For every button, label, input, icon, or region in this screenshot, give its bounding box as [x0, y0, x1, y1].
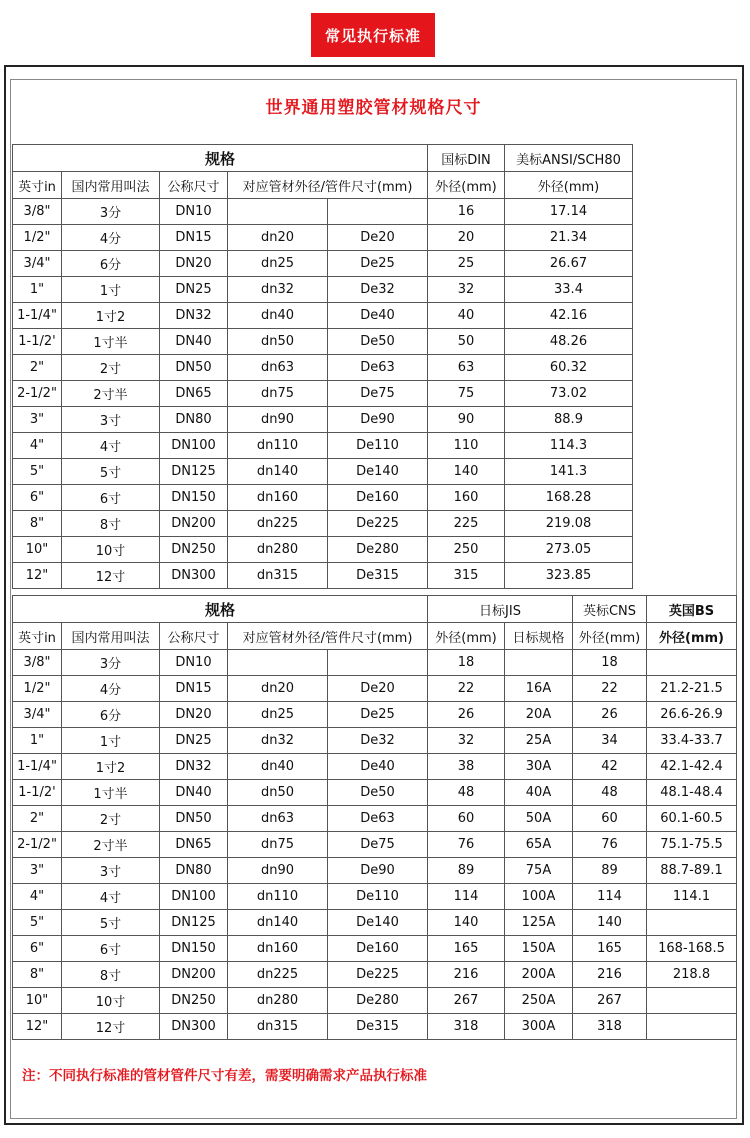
table-cell: De280 [328, 537, 428, 563]
table-cell: 48.1-48.4 [647, 780, 737, 806]
table-cell: DN32 [160, 754, 228, 780]
table-cell: 1" [13, 277, 62, 303]
table-cell: 26 [428, 702, 505, 728]
table-cell: dn63 [228, 806, 328, 832]
table-cell: 4分 [62, 676, 160, 702]
table-cell: 73.02 [505, 381, 633, 407]
table-cell: 3分 [62, 650, 160, 676]
table-cell: 76 [428, 832, 505, 858]
table-cell [228, 199, 328, 225]
table-cell: 1寸 [62, 728, 160, 754]
table-cell: 168-168.5 [647, 936, 737, 962]
table-cell: 140 [573, 910, 647, 936]
table-cell: 1-1/2' [13, 329, 62, 355]
table-row [13, 303, 633, 329]
table-cell: dn225 [228, 962, 328, 988]
table-cell: dn40 [228, 754, 328, 780]
table-cell: 216 [573, 962, 647, 988]
table-cell: 3寸 [62, 858, 160, 884]
table-cell: 34 [573, 728, 647, 754]
table-cell: De225 [328, 962, 428, 988]
col-header-cns-od: 外径(mm) [573, 623, 647, 650]
table-cell: 125A [505, 910, 573, 936]
table-cell: 2寸 [62, 355, 160, 381]
table-cell: 323.85 [505, 563, 633, 589]
table-row [13, 563, 633, 589]
table-cell: 2" [13, 355, 62, 381]
table-cell: 88.7-89.1 [647, 858, 737, 884]
table-cell: De110 [328, 433, 428, 459]
col-header-nominal: 公称尺寸 [160, 172, 228, 199]
table-cell: 42 [573, 754, 647, 780]
table-row [13, 537, 633, 563]
table-row [13, 199, 633, 225]
table-cell: 150A [505, 936, 573, 962]
table-cell: 1/2" [13, 676, 62, 702]
table-cell: 318 [428, 1014, 505, 1040]
table-cell: dn25 [228, 702, 328, 728]
table-cell: 3/8" [13, 199, 62, 225]
table-cell: DN125 [160, 910, 228, 936]
table-cell: 6寸 [62, 485, 160, 511]
table-cell: DN250 [160, 988, 228, 1014]
table-cell: DN40 [160, 329, 228, 355]
table-cell: DN150 [160, 485, 228, 511]
table-cell: 60 [573, 806, 647, 832]
table-cell: 2寸 [62, 806, 160, 832]
table-cell: 1寸2 [62, 303, 160, 329]
table-cell: 17.14 [505, 199, 633, 225]
table-cell: dn280 [228, 988, 328, 1014]
table-cell: 168.28 [505, 485, 633, 511]
table-cell: De160 [328, 936, 428, 962]
table-cell: 10寸 [62, 988, 160, 1014]
table-cell [647, 910, 737, 936]
table-cell: De280 [328, 988, 428, 1014]
table-cell: dn50 [228, 780, 328, 806]
table-cell: 1寸 [62, 277, 160, 303]
table-cell: 315 [428, 563, 505, 589]
table-cell: 50A [505, 806, 573, 832]
table-cell: De40 [328, 303, 428, 329]
table-row [13, 433, 633, 459]
table-cell: DN200 [160, 962, 228, 988]
table-row [13, 806, 737, 832]
table-cell: 12寸 [62, 563, 160, 589]
table-cell: DN200 [160, 511, 228, 537]
table-cell: 225 [428, 511, 505, 537]
table-cell: 8" [13, 511, 62, 537]
table-cell: 26.6-26.9 [647, 702, 737, 728]
group-header-jis: 日标JIS [428, 596, 573, 623]
table-cell: 38 [428, 754, 505, 780]
table-cell: 250 [428, 537, 505, 563]
table-cell: 40A [505, 780, 573, 806]
table-cell: 22 [428, 676, 505, 702]
table-row [13, 832, 737, 858]
table-cell: 22 [573, 676, 647, 702]
table-cell: 25 [428, 251, 505, 277]
size-table-jis-cns-bs-body [13, 650, 737, 1040]
table-cell: DN50 [160, 355, 228, 381]
table-cell: dn25 [228, 251, 328, 277]
table-cell: 300A [505, 1014, 573, 1040]
table-cell: 12" [13, 1014, 62, 1040]
table-cell: 10" [13, 988, 62, 1014]
table-cell: 114 [428, 884, 505, 910]
col-header-din-od: 外径(mm) [428, 172, 505, 199]
table-cell [505, 650, 573, 676]
table-cell: DN50 [160, 806, 228, 832]
table-cell [328, 199, 428, 225]
table-cell: 3" [13, 407, 62, 433]
table-cell: 1" [13, 728, 62, 754]
table-cell: DN100 [160, 433, 228, 459]
table-cell: dn20 [228, 676, 328, 702]
col-header-pipe-od: 对应管材外径/管件尺寸(mm) [228, 172, 428, 199]
table-cell: 1-1/4" [13, 754, 62, 780]
table-cell: dn160 [228, 485, 328, 511]
table-row [13, 277, 633, 303]
table-cell: 18 [573, 650, 647, 676]
table-cell: De315 [328, 1014, 428, 1040]
table-cell: 3/8" [13, 650, 62, 676]
table-cell: 21.34 [505, 225, 633, 251]
table-row [13, 754, 737, 780]
table-cell: 4寸 [62, 884, 160, 910]
table-row [13, 355, 633, 381]
table-cell: 8寸 [62, 511, 160, 537]
table-cell: 6分 [62, 702, 160, 728]
table-cell: De140 [328, 910, 428, 936]
table-cell: dn90 [228, 858, 328, 884]
table-cell: 60.1-60.5 [647, 806, 737, 832]
table-cell: 33.4 [505, 277, 633, 303]
table-cell: 90 [428, 407, 505, 433]
table-cell: DN32 [160, 303, 228, 329]
size-table-jis-cns-bs [12, 595, 737, 1040]
table-cell: dn110 [228, 884, 328, 910]
table-cell: 114.1 [647, 884, 737, 910]
table-cell: 219.08 [505, 511, 633, 537]
table-cell: dn140 [228, 459, 328, 485]
table-cell: DN15 [160, 676, 228, 702]
table-cell: De50 [328, 780, 428, 806]
table-row [13, 702, 737, 728]
table-cell [647, 988, 737, 1014]
table-cell: 8" [13, 962, 62, 988]
table-cell: 30A [505, 754, 573, 780]
table-cell: 48.26 [505, 329, 633, 355]
table-cell: 42.16 [505, 303, 633, 329]
table-cell: 50 [428, 329, 505, 355]
table-cell [647, 650, 737, 676]
col-header-inch: 英寸in [13, 623, 62, 650]
table-cell: 26 [573, 702, 647, 728]
table-row [13, 780, 737, 806]
table-cell: dn63 [228, 355, 328, 381]
table-cell: 21.2-21.5 [647, 676, 737, 702]
table-cell: 200A [505, 962, 573, 988]
table-cell: De25 [328, 251, 428, 277]
table-cell: 65A [505, 832, 573, 858]
table-cell: 267 [428, 988, 505, 1014]
table-cell: 216 [428, 962, 505, 988]
table-cell: 114.3 [505, 433, 633, 459]
table-cell: De20 [328, 676, 428, 702]
table-cell: 5" [13, 459, 62, 485]
table-cell [228, 650, 328, 676]
table-cell: DN100 [160, 884, 228, 910]
footnote: 注：不同执行标准的管材管件尺寸有差，需要明确需求产品执行标准 [22, 1068, 427, 1084]
col-header-jis-od: 外径(mm) [428, 623, 505, 650]
table-cell: 32 [428, 728, 505, 754]
col-header-ansi-od: 外径(mm) [505, 172, 633, 199]
table-row [13, 962, 737, 988]
table-cell: 4寸 [62, 433, 160, 459]
table-cell: De63 [328, 355, 428, 381]
table-cell: 1寸半 [62, 780, 160, 806]
group-header-spec: 规格 [13, 145, 428, 172]
table-cell: 4" [13, 433, 62, 459]
table-cell: 6分 [62, 251, 160, 277]
table-cell: dn315 [228, 563, 328, 589]
table-cell: DN65 [160, 381, 228, 407]
table-cell: 6寸 [62, 936, 160, 962]
table-cell: 60 [428, 806, 505, 832]
table-cell: 48 [573, 780, 647, 806]
table-row [13, 858, 737, 884]
table-cell: 10" [13, 537, 62, 563]
table-cell: 8寸 [62, 962, 160, 988]
table-cell: dn315 [228, 1014, 328, 1040]
table-cell: 267 [573, 988, 647, 1014]
table-cell: dn75 [228, 832, 328, 858]
group-header-cns: 英标CNS [573, 596, 647, 623]
table-row [13, 381, 633, 407]
table-cell: 4" [13, 884, 62, 910]
table-cell: 16A [505, 676, 573, 702]
table-cell: 165 [428, 936, 505, 962]
table-cell: DN25 [160, 728, 228, 754]
table-cell: DN10 [160, 199, 228, 225]
size-table-din-ansi-body [13, 199, 633, 589]
table-cell: 140 [428, 459, 505, 485]
table-cell: dn75 [228, 381, 328, 407]
table-cell: 273.05 [505, 537, 633, 563]
table-cell: 6" [13, 485, 62, 511]
table-cell: 6" [13, 936, 62, 962]
table-cell: De50 [328, 329, 428, 355]
table-cell: De32 [328, 277, 428, 303]
table-cell: 5" [13, 910, 62, 936]
col-header-common-name: 国内常用叫法 [62, 623, 160, 650]
table-cell: 5寸 [62, 459, 160, 485]
table-cell: 20 [428, 225, 505, 251]
table-cell [328, 650, 428, 676]
table-cell: 218.8 [647, 962, 737, 988]
table-cell: 75.1-75.5 [647, 832, 737, 858]
table-cell: De225 [328, 511, 428, 537]
table-row [13, 511, 633, 537]
table-cell: 3分 [62, 199, 160, 225]
table-cell: 33.4-33.7 [647, 728, 737, 754]
table-cell: 63 [428, 355, 505, 381]
table-cell: DN125 [160, 459, 228, 485]
table-cell: 3/4" [13, 251, 62, 277]
table-cell: 20A [505, 702, 573, 728]
table-cell: 3/4" [13, 702, 62, 728]
table-cell: De40 [328, 754, 428, 780]
col-header-nominal: 公称尺寸 [160, 623, 228, 650]
group-header-spec: 规格 [13, 596, 428, 623]
standards-badge: 常见执行标准 [311, 13, 435, 57]
table-cell: dn90 [228, 407, 328, 433]
col-header-jis-spec: 日标规格 [505, 623, 573, 650]
table-cell: 4分 [62, 225, 160, 251]
table-cell: dn32 [228, 277, 328, 303]
table-cell: 100A [505, 884, 573, 910]
col-header-inch: 英寸in [13, 172, 62, 199]
table-cell: dn140 [228, 910, 328, 936]
table-cell: 75A [505, 858, 573, 884]
table-cell: 141.3 [505, 459, 633, 485]
table-cell: 76 [573, 832, 647, 858]
group-header-ansi: 美标ANSI/SCH80 [505, 145, 633, 172]
table-row [13, 728, 737, 754]
table-cell: 140 [428, 910, 505, 936]
table-cell: De140 [328, 459, 428, 485]
table-cell: 1-1/2' [13, 780, 62, 806]
table-cell: DN40 [160, 780, 228, 806]
table-row [13, 988, 737, 1014]
table-row [13, 910, 737, 936]
table-cell: 2-1/2" [13, 832, 62, 858]
table-cell: dn32 [228, 728, 328, 754]
table-cell: 110 [428, 433, 505, 459]
table-cell: De315 [328, 563, 428, 589]
table-cell: dn40 [228, 303, 328, 329]
table-cell: dn280 [228, 537, 328, 563]
size-table-din-ansi [12, 144, 633, 589]
table-row [13, 884, 737, 910]
table-cell: DN20 [160, 251, 228, 277]
table-cell: De63 [328, 806, 428, 832]
table-cell: 3" [13, 858, 62, 884]
group-header-din: 国标DIN [428, 145, 505, 172]
table-cell: 2寸半 [62, 381, 160, 407]
table-cell: 48 [428, 780, 505, 806]
table-cell: 114 [573, 884, 647, 910]
table-row [13, 1014, 737, 1040]
table-cell: DN65 [160, 832, 228, 858]
group-header-bs: 英国BS [647, 596, 737, 623]
table-cell: dn50 [228, 329, 328, 355]
table-cell [647, 1014, 737, 1040]
table-cell: 89 [428, 858, 505, 884]
table-cell: 1/2" [13, 225, 62, 251]
table-cell: 32 [428, 277, 505, 303]
col-header-pipe-od: 对应管材外径/管件尺寸(mm) [228, 623, 428, 650]
table-cell: 160 [428, 485, 505, 511]
table-row [13, 251, 633, 277]
table-cell: DN300 [160, 1014, 228, 1040]
table-cell: DN20 [160, 702, 228, 728]
table-cell: De32 [328, 728, 428, 754]
col-header-bs-od: 外径(mm) [647, 623, 737, 650]
col-header-common-name: 国内常用叫法 [62, 172, 160, 199]
table-cell: 16 [428, 199, 505, 225]
table-cell: 318 [573, 1014, 647, 1040]
table-cell: DN25 [160, 277, 228, 303]
table-cell: De160 [328, 485, 428, 511]
table-cell: 75 [428, 381, 505, 407]
table-row [13, 650, 737, 676]
table-cell: 12寸 [62, 1014, 160, 1040]
table-cell: DN300 [160, 563, 228, 589]
table-cell: 1寸半 [62, 329, 160, 355]
table-row [13, 459, 633, 485]
table-cell: DN80 [160, 407, 228, 433]
table-cell: 2寸半 [62, 832, 160, 858]
table-cell: DN15 [160, 225, 228, 251]
table-cell: 25A [505, 728, 573, 754]
table-cell: 2" [13, 806, 62, 832]
table-row [13, 225, 633, 251]
table-cell: De90 [328, 407, 428, 433]
table-cell: 250A [505, 988, 573, 1014]
table-cell: 12" [13, 563, 62, 589]
table-cell: De20 [328, 225, 428, 251]
table-cell: 5寸 [62, 910, 160, 936]
table-cell: 10寸 [62, 537, 160, 563]
table-cell: DN10 [160, 650, 228, 676]
table-cell: 42.1-42.4 [647, 754, 737, 780]
table-cell: 60.32 [505, 355, 633, 381]
table-cell: 40 [428, 303, 505, 329]
table-cell: 1寸2 [62, 754, 160, 780]
table-cell: dn110 [228, 433, 328, 459]
table-cell: dn225 [228, 511, 328, 537]
table-cell: 88.9 [505, 407, 633, 433]
table-cell: 3寸 [62, 407, 160, 433]
table-cell: 2-1/2" [13, 381, 62, 407]
table-cell: De90 [328, 858, 428, 884]
table-row [13, 485, 633, 511]
table-row [13, 329, 633, 355]
table-cell: De110 [328, 884, 428, 910]
table-row [13, 407, 633, 433]
table-cell: 1-1/4" [13, 303, 62, 329]
table-cell: 165 [573, 936, 647, 962]
table-cell: dn20 [228, 225, 328, 251]
table-cell: De25 [328, 702, 428, 728]
table-cell: De75 [328, 832, 428, 858]
table-cell: 26.67 [505, 251, 633, 277]
table-cell: dn160 [228, 936, 328, 962]
table-cell: 18 [428, 650, 505, 676]
table-cell: DN80 [160, 858, 228, 884]
page-title: 世界通用塑胶管材规格尺寸 [265, 98, 482, 118]
table-row [13, 936, 737, 962]
table-cell: DN250 [160, 537, 228, 563]
table-cell: De75 [328, 381, 428, 407]
table-row [13, 676, 737, 702]
table-cell: 89 [573, 858, 647, 884]
table-cell: DN150 [160, 936, 228, 962]
